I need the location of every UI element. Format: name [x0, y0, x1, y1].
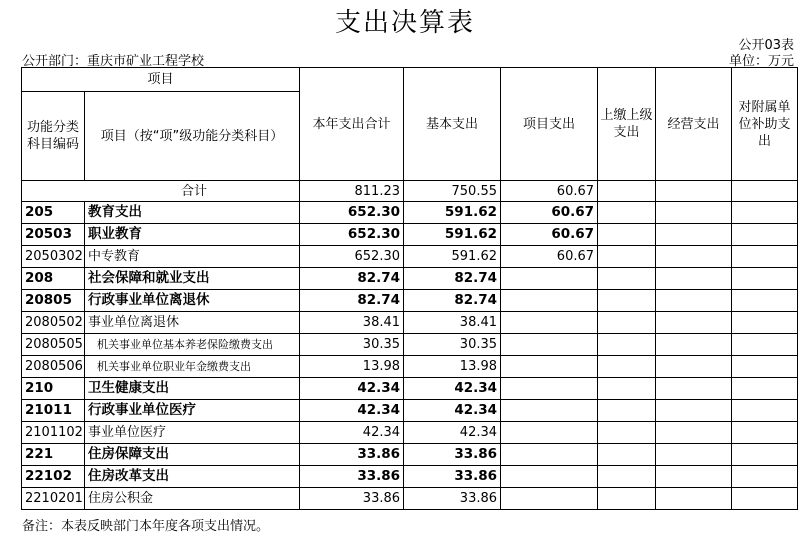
table-row — [22, 356, 798, 378]
table-row — [22, 312, 798, 334]
row-name: 机关事业单位基本养老保险缴费支出 — [85, 334, 300, 356]
row-upper — [598, 246, 656, 268]
row-subsidy — [732, 378, 798, 400]
total-total: 811.23 — [300, 181, 404, 202]
row-upper — [598, 378, 656, 400]
row-basic: 82.74 — [404, 290, 501, 312]
total-basic: 750.55 — [404, 181, 501, 202]
row-basic: 13.98 — [404, 356, 501, 378]
row-business — [656, 290, 732, 312]
row-basic: 33.86 — [404, 444, 501, 466]
row-upper — [598, 334, 656, 356]
row-code: 2101102 — [22, 422, 85, 444]
row-upper — [598, 312, 656, 334]
row-subsidy — [732, 356, 798, 378]
row-project — [501, 334, 598, 356]
row-basic: 33.86 — [404, 466, 501, 488]
row-project — [501, 290, 598, 312]
row-subsidy — [732, 202, 798, 224]
row-business — [656, 202, 732, 224]
row-subsidy — [732, 312, 798, 334]
row-code: 2080505 — [22, 334, 85, 356]
row-subsidy — [732, 422, 798, 444]
row-basic: 82.74 — [404, 268, 501, 290]
header-business: 经营支出 — [656, 68, 732, 181]
row-basic: 33.86 — [404, 488, 501, 510]
row-total: 42.34 — [300, 422, 404, 444]
row-total: 42.34 — [300, 378, 404, 400]
row-business — [656, 444, 732, 466]
row-name: 社会保障和就业支出 — [85, 268, 300, 290]
row-subsidy — [732, 444, 798, 466]
row-business — [656, 378, 732, 400]
table-row — [22, 202, 798, 224]
row-total: 82.74 — [300, 290, 404, 312]
row-subsidy — [732, 488, 798, 510]
unit-label: 单位：万元 — [728, 54, 794, 69]
row-business — [656, 312, 732, 334]
row-upper — [598, 202, 656, 224]
table-row — [22, 334, 798, 356]
row-total: 42.34 — [300, 400, 404, 422]
table-row — [22, 422, 798, 444]
report-title: 支出决算表 — [334, 8, 475, 38]
row-name: 住房公积金 — [85, 488, 300, 510]
row-name: 职业教育 — [85, 224, 300, 246]
row-project — [501, 422, 598, 444]
row-project — [501, 444, 598, 466]
row-business — [656, 334, 732, 356]
row-upper — [598, 224, 656, 246]
total-row — [22, 181, 798, 202]
row-name: 中专教育 — [85, 246, 300, 268]
table-row — [22, 224, 798, 246]
header-name: 项目（按“项”级功能分类科目） — [85, 92, 300, 181]
row-basic: 30.35 — [404, 334, 501, 356]
row-upper — [598, 268, 656, 290]
row-basic: 591.62 — [404, 246, 501, 268]
row-upper — [598, 422, 656, 444]
row-subsidy — [732, 466, 798, 488]
row-code: 2050302 — [22, 246, 85, 268]
row-total: 652.30 — [300, 224, 404, 246]
form-number: 公开03表 — [738, 38, 794, 53]
row-total: 33.86 — [300, 466, 404, 488]
total-upper — [598, 181, 656, 202]
row-name: 行政事业单位离退休 — [85, 290, 300, 312]
row-business — [656, 224, 732, 246]
table-row — [22, 466, 798, 488]
row-basic: 591.62 — [404, 224, 501, 246]
row-basic: 42.34 — [404, 378, 501, 400]
row-name: 事业单位医疗 — [85, 422, 300, 444]
header-upper: 上缴上级支出 — [598, 68, 656, 181]
row-name: 住房改革支出 — [85, 466, 300, 488]
row-business — [656, 400, 732, 422]
row-total: 652.30 — [300, 246, 404, 268]
row-code: 22102 — [22, 466, 85, 488]
row-code: 2210201 — [22, 488, 85, 510]
table-row — [22, 246, 798, 268]
row-subsidy — [732, 290, 798, 312]
header-subsidy: 对附属单位补助支出 — [732, 68, 798, 181]
row-total: 82.74 — [300, 268, 404, 290]
table-row — [22, 290, 798, 312]
row-name: 教育支出 — [85, 202, 300, 224]
row-project: 60.67 — [501, 202, 598, 224]
row-project — [501, 312, 598, 334]
row-code: 205 — [22, 202, 85, 224]
row-business — [656, 268, 732, 290]
row-name: 住房保障支出 — [85, 444, 300, 466]
row-project — [501, 378, 598, 400]
total-project: 60.67 — [501, 181, 598, 202]
row-basic: 38.41 — [404, 312, 501, 334]
row-subsidy — [732, 246, 798, 268]
row-name: 机关事业单位职业年金缴费支出 — [85, 356, 300, 378]
row-upper — [598, 488, 656, 510]
row-project: 60.67 — [501, 246, 598, 268]
row-code: 20503 — [22, 224, 85, 246]
row-business — [656, 422, 732, 444]
row-upper — [598, 356, 656, 378]
department-label: 公开部门：重庆市矿业工程学校 — [22, 54, 205, 69]
table-row — [22, 488, 798, 510]
row-code: 21011 — [22, 400, 85, 422]
row-project — [501, 356, 598, 378]
row-upper — [598, 444, 656, 466]
row-code: 221 — [22, 444, 85, 466]
row-name: 卫生健康支出 — [85, 378, 300, 400]
row-code: 2080502 — [22, 312, 85, 334]
row-basic: 591.62 — [404, 202, 501, 224]
table-row — [22, 378, 798, 400]
total-label: 合计 — [22, 181, 300, 202]
row-business — [656, 488, 732, 510]
row-business — [656, 246, 732, 268]
header-code: 功能分类科目编码 — [22, 92, 85, 181]
row-project — [501, 400, 598, 422]
row-total: 38.41 — [300, 312, 404, 334]
row-business — [656, 466, 732, 488]
row-total: 652.30 — [300, 202, 404, 224]
header-basic: 基本支出 — [404, 68, 501, 181]
row-project: 60.67 — [501, 224, 598, 246]
row-code: 2080506 — [22, 356, 85, 378]
footnote: 备注：本表反映部门本年度各项支出情况。 — [22, 519, 270, 534]
row-business — [656, 356, 732, 378]
row-code: 208 — [22, 268, 85, 290]
table-row — [22, 444, 798, 466]
table-row — [22, 268, 798, 290]
row-upper — [598, 400, 656, 422]
row-basic: 42.34 — [404, 400, 501, 422]
row-subsidy — [732, 334, 798, 356]
total-business — [656, 181, 732, 202]
row-subsidy — [732, 224, 798, 246]
row-total: 13.98 — [300, 356, 404, 378]
row-upper — [598, 290, 656, 312]
row-project — [501, 268, 598, 290]
row-project — [501, 466, 598, 488]
table-row — [22, 400, 798, 422]
row-subsidy — [732, 400, 798, 422]
total-subsidy — [732, 181, 798, 202]
row-name: 事业单位离退休 — [85, 312, 300, 334]
row-basic: 42.34 — [404, 422, 501, 444]
row-upper — [598, 466, 656, 488]
row-total: 30.35 — [300, 334, 404, 356]
row-name: 行政事业单位医疗 — [85, 400, 300, 422]
header-item: 项目 — [22, 68, 300, 92]
row-code: 210 — [22, 378, 85, 400]
header-total: 本年支出合计 — [300, 68, 404, 181]
row-code: 20805 — [22, 290, 85, 312]
expenditure-table — [21, 67, 798, 510]
row-project — [501, 488, 598, 510]
row-total: 33.86 — [300, 444, 404, 466]
row-total: 33.86 — [300, 488, 404, 510]
header-project: 项目支出 — [501, 68, 598, 181]
row-subsidy — [732, 268, 798, 290]
